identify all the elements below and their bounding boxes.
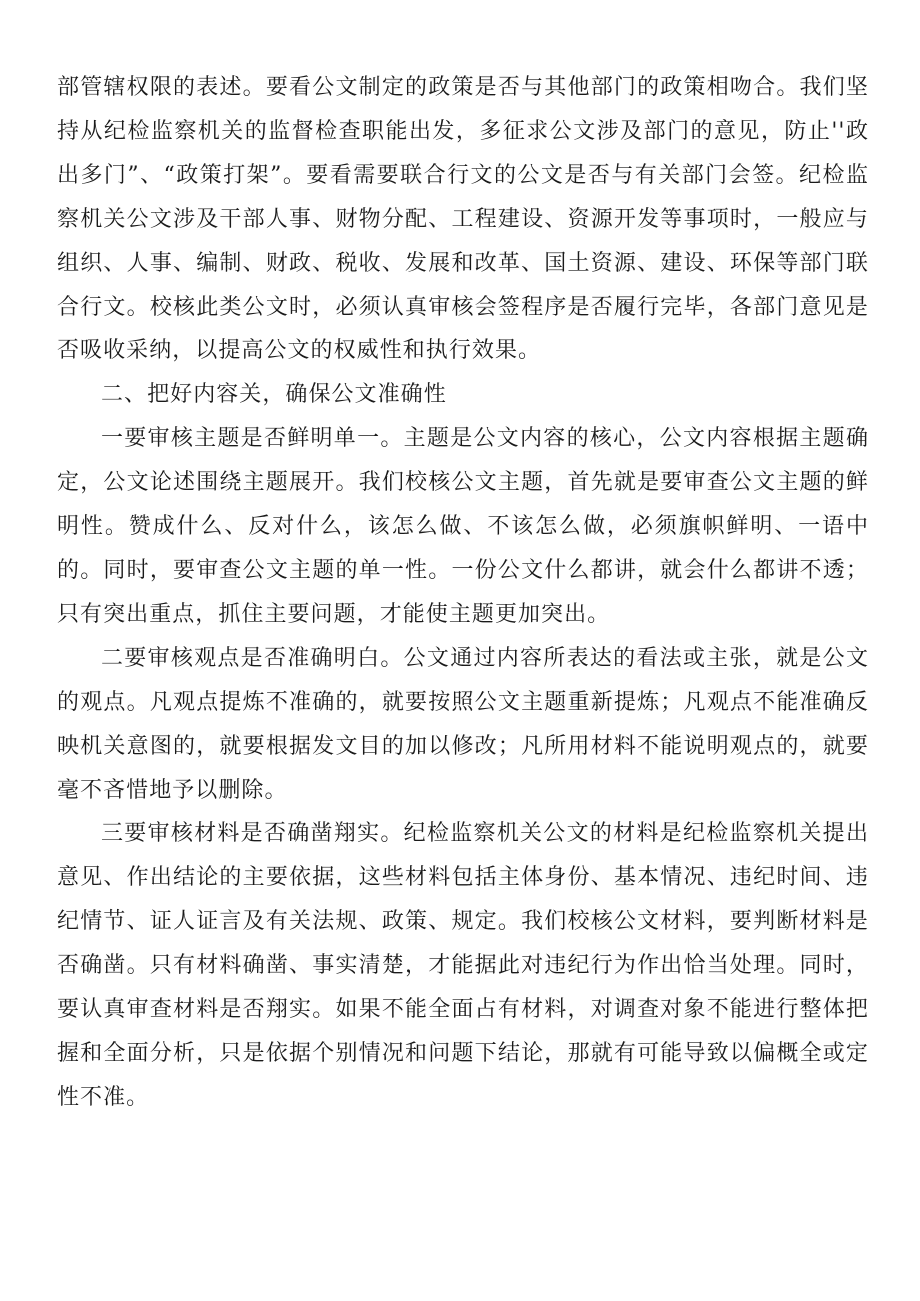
document-body xyxy=(57,66,869,1120)
section-heading: 二、把好内容关，确保公文准确性 xyxy=(101,382,447,408)
paragraph-viewpoint: 二要审核观点是否准确明白。公文通过内容所表达的看法或主张，就是公文的观点。凡观点提炼不准确的，就要按照公文主题重新提炼；凡观点不能准确反映机关意图的，就要根据发文目的加以修改；凡所用材料不能说明观点的，就要毫不吝惜地予以删除。 xyxy=(57,645,869,803)
paragraph-theme: 一要审核主题是否鲜明单一。主题是公文内容的核心，公文内容根据主题确定，公文论述围绕主题展开。我们校核公文主题，首先就是要审查公文主题的鲜明性。赞成什么、反对什么，该怎么做、不该怎么做，必须旗帜鲜明、一语中的。同时，要审查公文主题的单一性。一份公文什么都讲，就会什么都讲不透；只有突出重点，抓住主要问题，才能使主题更加突出。 xyxy=(57,426,869,627)
paragraph-continuation: 部管辖权限的表述。要看公文制定的政策是否与其他部门的政策相吻合。我们坚持从纪检监察机关的监督检查职能出发，多征求公文涉及部门的意见，防止''政出多门”、“政策打架”。要看需要联合行文的公文是否与有关部门会签。纪检监察机关公文涉及干部人事、财物分配、工程建设、资源开发等事项时，一般应与组织、人事、编制、财政、税收、发展和改革、国土资源、建设、环保等部门联合行文。校核此类公文时，必须认真审核会签程序是否履行完毕，各部门意见是否吸收采纳，以提高公文的权威性和执行效果。 xyxy=(57,75,869,364)
paragraph-material: 三要审核材料是否确凿翔实。纪检监察机关公文的材料是纪检监察机关提出意见、作出结论的主要依据，这些材料包括主体身份、基本情况、违纪时间、违纪情节、证人证言及有关法规、政策、规定。我们校核公文材料，要判断材料是否确凿。只有材料确凿、事实清楚，才能据此对违纪行为作出恰当处理。同时，要认真审查材料是否翔实。如果不能全面占有材料，对调查对象不能进行整体把握和全面分析，只是依据个别情况和问题下结论，那就有可能导致以偏概全或定性不准。 xyxy=(57,821,869,1110)
